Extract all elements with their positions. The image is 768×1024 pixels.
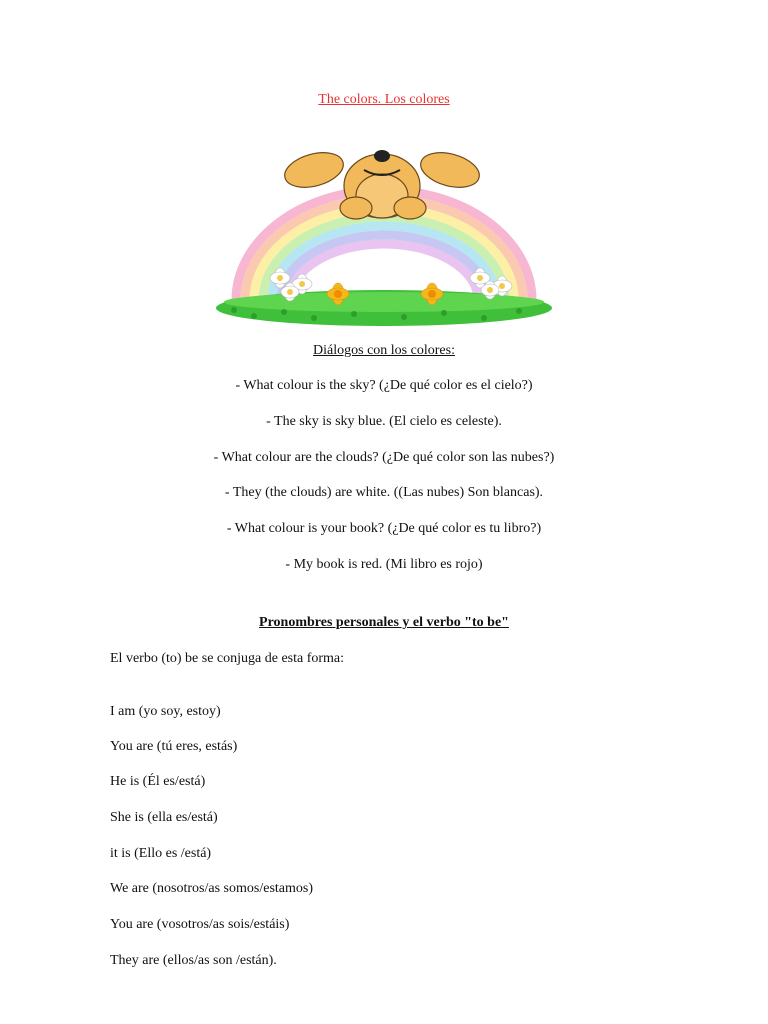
dialogue-line: - What colour is your book? (¿De qué color es tu libro?): [226, 521, 542, 536]
page-title: The colors. Los colores: [318, 92, 450, 107]
conjugation-line: They are (ellos/as son /están).: [110, 953, 277, 968]
conjugation-line: You are (tú eres, estás): [110, 739, 238, 754]
conjugation-line: I am (yo soy, estoy): [110, 704, 221, 719]
conjugation-line: it is (Ello es /está): [110, 846, 212, 861]
dialogues-heading: Diálogos con los colores:: [313, 343, 455, 358]
conjugation-line: You are (vosotros/as sois/estáis): [110, 917, 290, 932]
dialogue-line: - They (the clouds) are white. ((Las nubes) Son blancas).: [224, 485, 544, 500]
conjugation-line: We are (nosotros/as somos/estamos): [110, 881, 313, 896]
dialogue-line: - My book is red. (Mi libro es rojo): [285, 557, 483, 572]
dialogue-line: - The sky is sky blue. (El cielo es celeste).: [266, 414, 502, 429]
intro-text: El verbo (to) be se conjuga de esta forma:: [110, 651, 345, 666]
pronouns-heading: Pronombres personales y el verbo "to be": [259, 615, 509, 630]
conjugation-line: She is (ella es/está): [110, 810, 218, 825]
dog-on-rainbow-illustration: [214, 140, 554, 330]
conjugation-line: He is (Él es/está): [110, 774, 206, 789]
dialogue-line: - What colour are the clouds? (¿De qué color son las nubes?): [213, 450, 555, 465]
dialogue-line: - What colour is the sky? (¿De qué color es el cielo?): [235, 378, 533, 393]
